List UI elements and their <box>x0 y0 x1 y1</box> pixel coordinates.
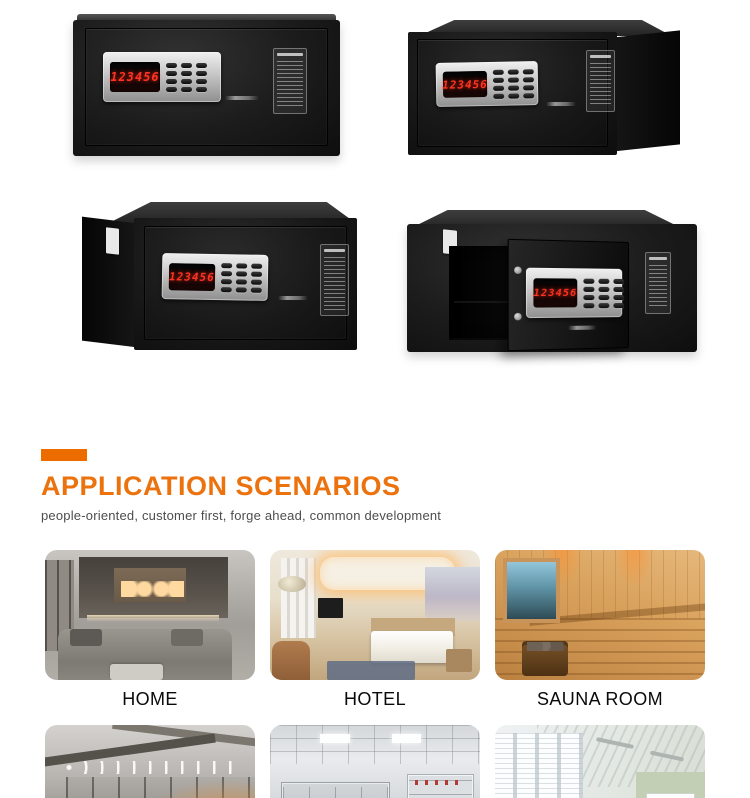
spec-sticker <box>645 252 671 314</box>
cabinet-doors-decor <box>283 787 388 798</box>
tv-decor <box>318 598 343 618</box>
control-panel <box>103 52 221 102</box>
keypad-button <box>613 294 624 299</box>
safe-photo-angled-left <box>82 202 357 350</box>
section-subtitle: people-oriented, customer first, forge ahead, common development <box>41 508 442 523</box>
keypad-button <box>493 77 504 82</box>
keypad <box>166 63 207 92</box>
brand-logo <box>568 325 596 330</box>
keypad-button <box>236 263 247 268</box>
cushion-decor <box>171 629 203 646</box>
keypad-button <box>508 77 519 82</box>
control-panel <box>436 61 539 107</box>
keypad-button <box>181 71 192 76</box>
scenario-label: HOTEL <box>343 689 406 709</box>
rug-decor <box>327 661 415 681</box>
keypad-button <box>181 87 192 92</box>
scenario-photo-lab <box>270 725 480 798</box>
scenario-photo-office2 <box>495 725 705 798</box>
brand-logo <box>225 96 259 100</box>
keypad <box>493 69 534 99</box>
door-hinge <box>514 266 522 273</box>
keypad-button <box>196 87 207 92</box>
keypad-button <box>523 93 534 98</box>
keypad-button <box>598 303 609 308</box>
scenario-photo-home <box>45 550 255 680</box>
keypad-button <box>181 79 192 84</box>
brand-logo <box>278 296 308 300</box>
scenario-photo-hotel <box>270 550 480 680</box>
keypad-button <box>251 287 262 292</box>
keypad-button <box>166 63 177 68</box>
supplies-decor <box>415 780 465 785</box>
keypad-button <box>583 303 594 308</box>
keypad-button <box>523 69 534 74</box>
light-panel-decor <box>392 734 421 743</box>
safe-side-face <box>612 30 680 151</box>
keypad-button <box>508 93 519 98</box>
door-hinge <box>514 313 522 320</box>
sauna-stones-decor <box>527 642 565 651</box>
safe-photo-door-open <box>407 210 697 352</box>
wall-mural-decor <box>425 567 480 622</box>
keypad-button <box>613 286 624 291</box>
keypad-button <box>598 278 609 283</box>
keypad-button <box>613 278 624 283</box>
keypad-button <box>613 303 624 308</box>
counter-glow-decor <box>87 615 219 622</box>
control-panel <box>526 268 622 318</box>
scenario-card-office <box>45 725 255 798</box>
chair-decor <box>272 641 310 680</box>
sticker-title-line <box>590 55 611 58</box>
window-decor <box>281 558 317 639</box>
keypad-button <box>236 279 247 284</box>
led-display: 123456 <box>443 71 487 98</box>
section-accent-bar <box>41 449 87 461</box>
scenario-card-office2 <box>495 725 705 798</box>
keypad-button <box>493 69 504 74</box>
keypad-button <box>221 263 232 268</box>
wall-cabinet-decor <box>646 793 694 798</box>
scenario-photo-sauna <box>495 550 705 680</box>
sticker-title-line <box>277 53 303 56</box>
keypad-button <box>166 87 177 92</box>
floor-lamp-decor <box>278 576 305 592</box>
keypad <box>221 263 262 293</box>
safe-body <box>407 224 697 352</box>
light-panel-decor <box>320 734 349 743</box>
safe-front-face <box>73 20 340 156</box>
safe-photo-angled-right <box>408 20 680 158</box>
keypad-button <box>236 287 247 292</box>
keypad-button <box>598 286 609 291</box>
keypad-button <box>583 294 594 299</box>
keypad-button <box>221 271 232 276</box>
keypad-button <box>583 278 594 283</box>
keypad-button <box>196 63 207 68</box>
cushion-decor <box>70 629 102 646</box>
led-display: 123456 <box>533 278 577 307</box>
safe-photo-front <box>73 14 340 156</box>
led-display: 123456 <box>169 263 215 291</box>
brand-logo <box>546 102 576 106</box>
safe-front-face <box>134 218 357 350</box>
sticker-text-lines <box>277 61 303 109</box>
corner-light-decor <box>613 550 655 589</box>
nightstand-decor <box>446 649 471 672</box>
keypad-button <box>523 77 534 82</box>
spec-sticker <box>586 50 615 112</box>
sticker-title-line <box>649 257 667 260</box>
keypad-button <box>251 263 262 268</box>
sticker-text-lines <box>590 63 611 107</box>
keypad-button <box>196 71 207 76</box>
spot-lights-decor <box>58 761 243 774</box>
led-display: 123456 <box>110 62 160 92</box>
bed-decor <box>371 631 453 664</box>
keypad-button <box>196 79 207 84</box>
blinds-decor <box>495 733 583 798</box>
keypad-button <box>221 287 232 292</box>
scenario-card-hotel <box>270 550 480 710</box>
scenario-photo-office <box>45 725 255 798</box>
spec-sticker <box>320 244 349 316</box>
side-label-tag <box>106 227 119 255</box>
sticker-text-lines <box>649 265 667 309</box>
keypad-button <box>493 93 504 98</box>
scenario-card-lab <box>270 725 480 798</box>
scenario-card-home <box>45 550 255 710</box>
scenario-label: SAUNA ROOM <box>536 689 664 709</box>
sticker-text-lines <box>324 257 345 311</box>
keypad-button <box>598 294 609 299</box>
keypad-button <box>251 271 262 276</box>
safe-front-face <box>408 32 617 155</box>
section-title: APPLICATION SCENARIOS <box>41 471 401 501</box>
control-panel <box>162 253 269 301</box>
keypad-button <box>493 85 504 90</box>
lake-window-decor <box>503 558 560 623</box>
warm-light-decor <box>154 780 255 798</box>
sticker-title-line <box>324 249 345 252</box>
spec-sticker <box>273 48 307 114</box>
keypad-button <box>166 79 177 84</box>
keypad <box>583 278 624 308</box>
keypad-button <box>221 279 232 284</box>
scenario-label: HOME <box>122 689 178 709</box>
scenario-card-sauna <box>495 550 705 710</box>
keypad-button <box>508 69 519 74</box>
keypad-button <box>181 63 192 68</box>
keypad-button <box>508 85 519 90</box>
keypad-button <box>251 279 262 284</box>
keypad-button <box>523 85 534 90</box>
keypad-button <box>166 71 177 76</box>
keypad-button <box>583 286 594 291</box>
keypad-button <box>236 271 247 276</box>
coffee-table-decor <box>110 664 163 680</box>
pendant-lights-decor <box>121 581 184 597</box>
open-door <box>508 239 629 351</box>
ceiling-grid-decor <box>270 725 480 764</box>
